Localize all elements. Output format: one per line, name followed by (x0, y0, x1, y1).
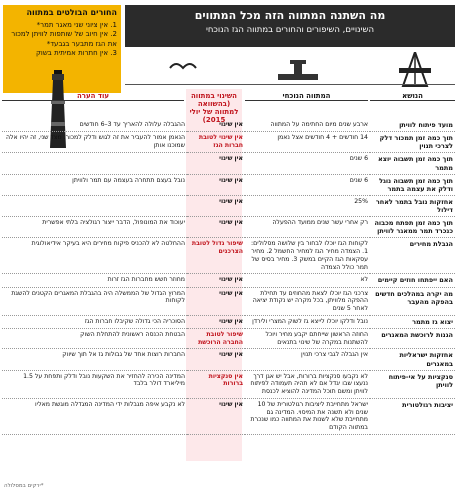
row-change: אין שינוי (187, 315, 245, 328)
row-note: ההחלטה לא להכניס פיקוח מחירים היא בעיקר אידיאולוגית (2, 238, 187, 274)
row-change: אין שינוי (187, 274, 245, 287)
row-change: אין שינוי (187, 287, 245, 315)
row-note: ההגבלה עלולה להאריך עד 3–6 חודשים (2, 119, 187, 132)
table-row (2, 315, 455, 328)
row-change: אין שינוי (187, 174, 245, 195)
table-row (2, 398, 455, 434)
gas-rig-icon (395, 52, 435, 88)
row-note: המדינה הכירה להחזיר את השקעות נובל ודלק ותפחת על 1.5 מיליארד דולר בלבד (2, 370, 187, 398)
table-row (2, 119, 455, 132)
row-topic: תוך כמה זמן תמכור דלק לצרכי תנוין (370, 132, 455, 153)
row-topic: תוך כמה זמן תשבוה יוצא מתמר (370, 153, 455, 174)
row-note (2, 195, 187, 216)
row-topic: מה יקרה במהלכים חדשים בהפקה מהעבר (370, 287, 455, 315)
table-row (2, 349, 455, 370)
column-header-current: המתווה הנוכחי (245, 92, 368, 101)
row-change: אין שינוי לטובת חברות הגז (187, 132, 245, 153)
row-current: ישראל מתחייבת ליציבות רגולטורית של 10 שנים ולא תשנה את המיסוי. המדינה גם מתחייבת שלא לשנות את המתווה כמו שנכרת במתווה הקודם (245, 398, 370, 434)
table-row (2, 328, 455, 349)
row-current: החוזה הראשון שייחתם יקבע מחיר ויוכל להשתנות במקרה של שינוי בתנאים (245, 328, 370, 349)
row-topic: הגנות לרוכשת המאגרים (370, 328, 455, 349)
row-change: אין שינוי (187, 398, 245, 434)
row-current: 25% (245, 195, 370, 216)
table-row (2, 238, 455, 274)
row-topic: יציבות רגולטורית (370, 398, 455, 434)
row-topic: סנקציות על אי-פיתוח לוויתן (370, 370, 455, 398)
row-change: אין סנקציות ברורות (187, 370, 245, 398)
table-row (2, 274, 455, 287)
row-note: יעוכוד את המונופול, הדבר ייצור רגולציה בלתי אפשרית (2, 217, 187, 238)
row-change: שיפור גדול לטובת הצרכנים (187, 238, 245, 274)
table-row (2, 153, 455, 174)
row-current: רק אחרי עשר שנים ממועד ההפעלה (245, 217, 370, 238)
callout-item: 3. אין חתרות אמיתית בשוק (35, 49, 117, 58)
row-current: נובל ודלקו יוכלו לייצא גז לשוק המצרי ולירדן (245, 315, 370, 328)
comparison-table (2, 119, 455, 435)
table-row (2, 370, 455, 398)
seagull-icon (168, 58, 198, 78)
row-topic: מועד פיתוח לוויתן (370, 119, 455, 132)
callout-item: 1. אין ציוני שני מאגר תמר* (36, 20, 117, 29)
row-topic: אחזקות ישראליות במאגרים (370, 349, 455, 370)
row-note: לא נקבע איפה מגבלות ידי המדינה המגדלה מוגשת מאליו (2, 398, 187, 434)
page-header (125, 5, 455, 47)
footnote: *ירקים במסלולה (4, 483, 44, 489)
row-note: מחוזר חשש מחברות הגז זרות (2, 274, 187, 287)
row-note: הבטחת הכנסה ראשונית להתחלת השוק (2, 328, 187, 349)
row-note: נובל בעצם תתחרה בעצמה עם תמר ולוויתן (2, 174, 187, 195)
table-row (2, 195, 455, 216)
row-change: אין שינוי (187, 217, 245, 238)
table-row (2, 132, 455, 153)
row-topic: האם ייפתחו חוזים קיימים (370, 274, 455, 287)
row-change: אין שינוי (187, 119, 245, 132)
column-header-change: השינוי במתווה (בהשוואה למתווה של יולי 2015) (189, 92, 239, 125)
callout-item: 2. אין חיוב של שותפות לוויתן למכור את הגז מתבער בגבעד* (11, 30, 117, 48)
column-header-note: עוד הערה (2, 92, 184, 101)
row-note: הסוכריה הכי גדולה שקיבלו חברות הגז (2, 315, 187, 328)
row-note: הנאמן אמור להעביר את זה לגוש ודלק למכור. מצד שני, זה יהיו אלה שמוכנו אותן (2, 132, 187, 153)
row-note (2, 153, 187, 174)
row-change: אין שינוי (187, 349, 245, 370)
row-current: 14 חודשים + 4 חודשים אצל נאמן (245, 132, 370, 153)
row-topic: תוך כמה זמן תשבוה נוגל ודלק את עצמה בתמר (370, 174, 455, 195)
row-topic: יצוא גז מתמר (370, 315, 455, 328)
row-topic: תוך כמה זמן תפתח מכבוה כנכרד תמר ממאגר לוויתן (370, 217, 455, 238)
row-current: לא נקבעו סנקציות ברורות, אבל יש אגן דרך ננעצו שבו יגדל אם לא תהיה תעמודה לפיתוח לוויתן ומשם תוכל המדינה להוציא לכנסת (245, 370, 370, 398)
row-current: ארבע שנים מיום החתימה על המתווה (245, 119, 370, 132)
row-current: צרכני הגז יוכלו לצאת מהחוזים עד תחילת ההפקה מלוויתן, בכל מקרה יש נקודת יציאה לאחר 5 שנים (245, 287, 370, 315)
pipeline-icon (278, 60, 318, 86)
page-title: מה השתנה המתווה הזה מכל המתווים (194, 9, 386, 22)
row-current: 6 שנים (245, 174, 370, 195)
row-change: אין שינוי (187, 153, 245, 174)
table-row (2, 287, 455, 315)
row-current: אין הגבלה לגבי צרכי תנוין (245, 349, 370, 370)
row-topic: הגבלת מחירים (370, 238, 455, 274)
table-row (2, 174, 455, 195)
row-change: שיפור לטובת החברה הרוכשת (187, 328, 245, 349)
row-note: החברות רוצות אחד של גבולות גז אל תוך שיווק (2, 349, 187, 370)
row-current: לקוחות הגז יוכלו לבחור בין שלושה מסלולים: 1. הצמדה מחיר הגז למחיר החשמל 2. מחיר עסקאות הגז הקיים במשק 3. מחיר בסיס של תמר כולל הצמדה (245, 238, 370, 274)
page-subtitle: השינויים, השיפורים והחורים במתווה הגז הנוכחי (205, 25, 375, 35)
row-current: לא (245, 274, 370, 287)
table-row (2, 217, 455, 238)
callout-title: החורים הבולטים במתווה (26, 8, 117, 17)
column-header-topic: הנושא (370, 92, 455, 101)
row-note: המרוץ הגדול של הממשלה היה בהגבלת המאגרים הקטנים להשגת לקוחות (2, 287, 187, 315)
row-topic: אחזקות נובל בתמר לאחר דילול (370, 195, 455, 216)
row-change: אין שינוי (187, 195, 245, 216)
row-current: 6 שנים (245, 153, 370, 174)
